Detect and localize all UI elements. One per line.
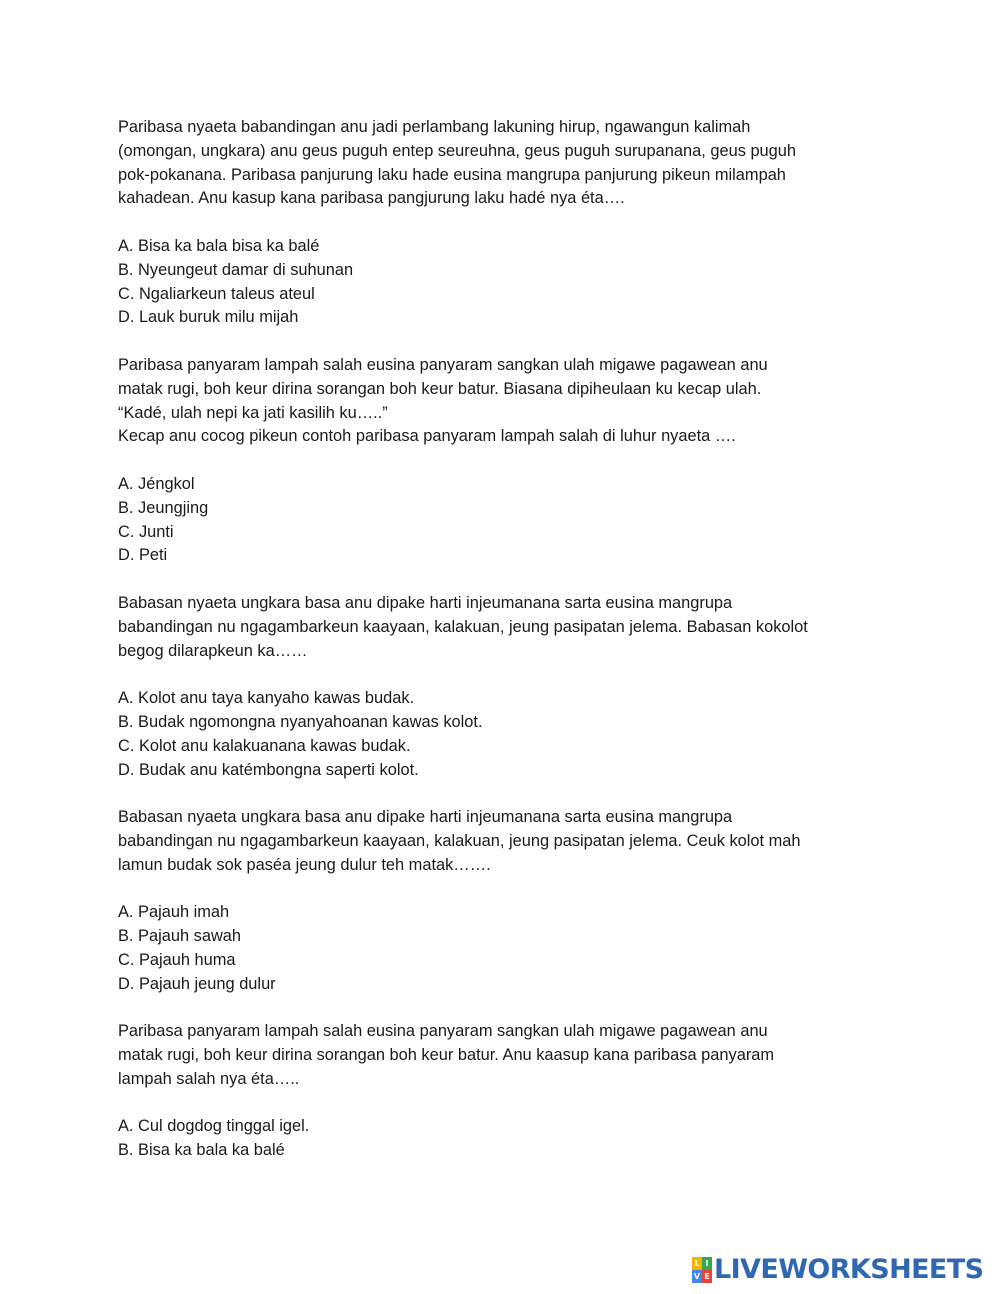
question-2-options	[118, 473, 888, 568]
logo-letter-i: I	[702, 1257, 712, 1270]
option-b: B. Pajauh sawah	[118, 927, 242, 946]
question-line: (omongan, ungkara) anu geus puguh entep seureuhna, geus puguh surupanana, geus puguh	[118, 141, 797, 160]
question-line: Kecap anu cocog pikeun contoh paribasa panyaram lampah salah di luhur nyaeta ….	[118, 427, 736, 446]
liveworksheets-logo-icon	[692, 1257, 712, 1283]
option-d: D. Pajauh jeung dulur	[118, 974, 276, 993]
option-b: B. Budak ngomongna nyanyahoanan kawas kolot.	[118, 712, 483, 731]
option-a: A. Kolot anu taya kanyaho kawas budak.	[118, 689, 415, 708]
question-line: kahadean. Anu kasup kana paribasa pangjurung laku hadé nya éta….	[118, 189, 625, 208]
question-line: Babasan nyaeta ungkara basa anu dipake harti injeumanana sarta eusina mangrupa	[118, 593, 733, 612]
option-a: A. Pajauh imah	[118, 903, 230, 922]
question-line: “Kadé, ulah nepi ka jati kasilih ku…..”	[118, 403, 388, 422]
question-line: lamun budak sok paséa jeung dulur teh matak…….	[118, 855, 491, 874]
question-5-options	[118, 1115, 888, 1163]
question-line: babandingan nu ngagambarkeun kaayaan, kalakuan, jeung pasipatan jelema. Babasan kokolot	[118, 617, 808, 636]
liveworksheets-logo-text: LIVEWORKSHEETS	[714, 1254, 984, 1285]
question-line: Paribasa nyaeta babandingan anu jadi perlambang lakuning hirup, ngawangun kalimah	[118, 118, 751, 136]
question-line: begog dilarapkeun ka……	[118, 641, 308, 660]
question-line: lampah salah nya éta…..	[118, 1069, 300, 1088]
question-line: babandingan nu ngagambarkeun kaayaan, kalakuan, jeung pasipatan jelema. Ceuk kolot mah	[118, 831, 801, 850]
question-3-options	[118, 687, 888, 782]
logo-letter-e: E	[702, 1270, 712, 1283]
question-1-text	[118, 116, 888, 211]
worksheet-body	[118, 116, 888, 1187]
option-a: A. Cul dogdog tinggal igel.	[118, 1117, 310, 1136]
option-c: C. Ngaliarkeun taleus ateul	[118, 284, 315, 303]
option-c: C. Pajauh huma	[118, 950, 236, 969]
option-c: C. Kolot anu kalakuanana kawas budak.	[118, 736, 411, 755]
option-a: A. Jéngkol	[118, 474, 195, 493]
question-1-options	[118, 235, 888, 330]
question-line: Paribasa panyaram lampah salah eusina panyaram sangkan ulah migawe pagawean anu	[118, 355, 768, 374]
option-d: D. Budak anu katémbongna saperti kolot.	[118, 760, 419, 779]
logo-letter-v: V	[693, 1272, 701, 1281]
question-line: Paribasa panyaram lampah salah eusina panyaram sangkan ulah migawe pagawean anu	[118, 1022, 768, 1041]
option-b: B. Bisa ka bala ka balé	[118, 1141, 285, 1160]
option-b: B. Jeungjing	[118, 498, 209, 517]
question-line: Babasan nyaeta ungkara basa anu dipake harti injeumanana sarta eusina mangrupa	[118, 808, 733, 827]
logo-letter-l: L	[692, 1257, 702, 1270]
question-3-text	[118, 592, 888, 663]
question-4-text	[118, 806, 888, 877]
liveworksheets-logo[interactable]	[692, 1255, 983, 1285]
question-5-text	[118, 1020, 888, 1091]
option-d: D. Lauk buruk milu mijah	[118, 308, 299, 327]
option-d: D. Peti	[118, 546, 168, 565]
option-a: A. Bisa ka bala bisa ka balé	[118, 236, 320, 255]
question-line: matak rugi, boh keur dirina sorangan boh keur batur. Anu kaasup kana paribasa panyaram	[118, 1046, 775, 1065]
option-b: B. Nyeungeut damar di suhunan	[118, 260, 354, 279]
question-2-text	[118, 354, 888, 449]
question-4-options	[118, 901, 888, 996]
question-line: pok-pokanana. Paribasa panjurung laku hade eusina mangrupa panjurung pikeun milampah	[118, 165, 786, 184]
option-c: C. Junti	[118, 522, 174, 541]
question-line: matak rugi, boh keur dirina sorangan boh keur batur. Biasana dipiheulaan ku kecap ulah.	[118, 379, 762, 398]
